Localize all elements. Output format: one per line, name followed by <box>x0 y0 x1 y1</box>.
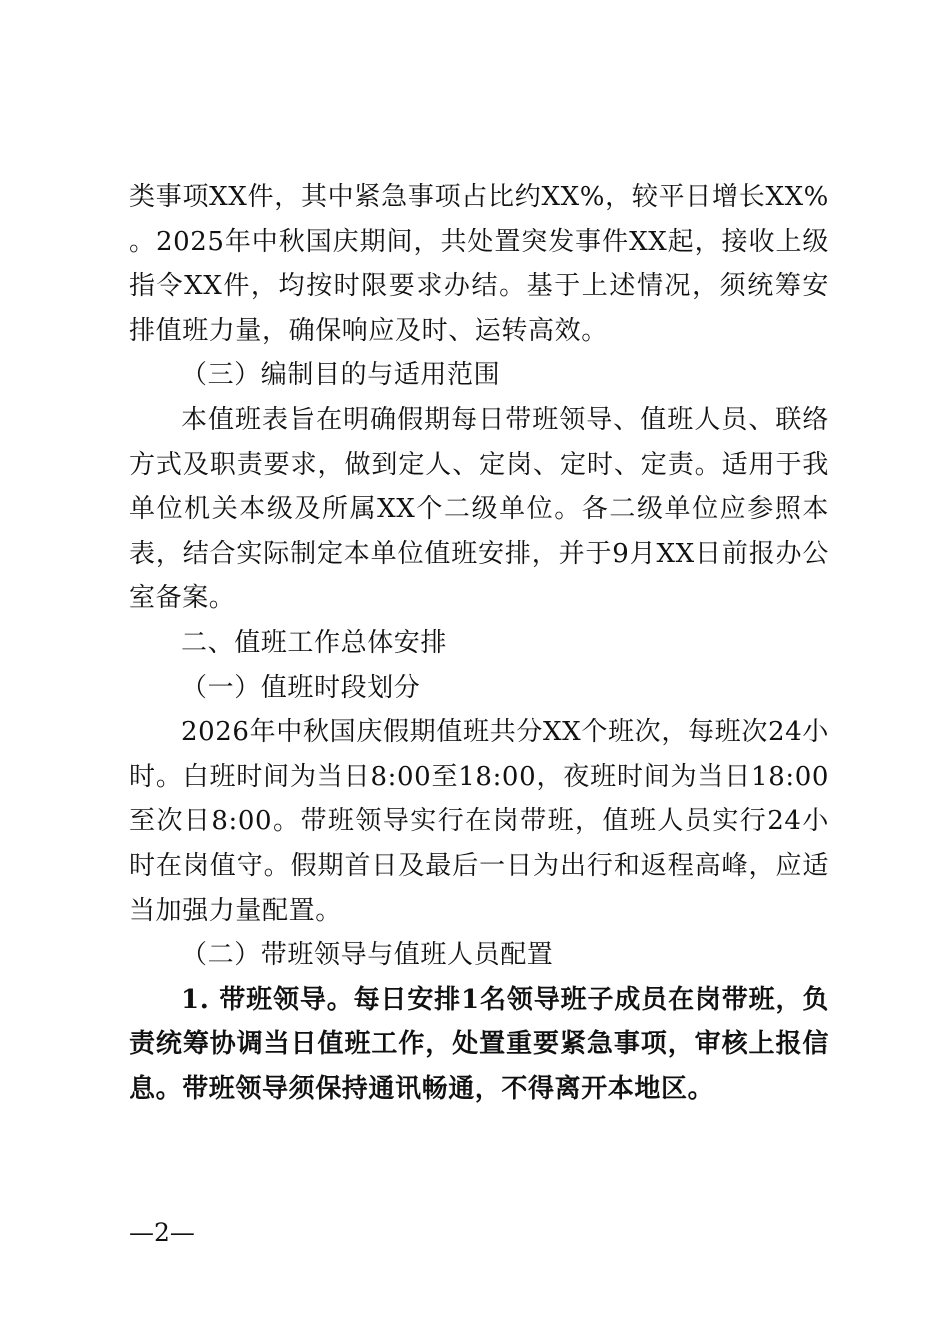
subheading-shift-division: （一）值班时段划分 <box>181 672 421 703</box>
subheading-purpose-scope: （三）编制目的与适用范围 <box>181 360 501 391</box>
section-heading-overall-arrangement: 二、值班工作总体安排 <box>181 627 448 658</box>
paragraph-duty-leader: 1. 带班领导。每日安排1名领导班子成员在岗带班，负责统筹协调当日值班工作，处置重要紧急事项，审核上报信息。带班领导须保持通讯畅通，不得离开本地区。 <box>129 984 829 1104</box>
paragraph-shift-division: 2026年中秋国庆假期值班共分XX个班次，每班次24小时。白班时间为当日8:00至18:00，夜班时间为当日18:00至次日8:00。带班领导实行在岗带班，值班人员实行24小时在岗值守。假期首日及最后一日为出行和返程高峰，应适当加强力量配置。 <box>129 717 829 926</box>
page-number: —2— <box>129 1218 195 1247</box>
paragraph-purpose-scope: 本值班表旨在明确假期每日带班领导、值班人员、联络方式及职责要求，做到定人、定岗、定时、定责。适用于我单位机关本级及所属XX个二级单位。各二级单位应参照本表，结合实际制定本单位值班安排，并于9月XX日前报办公室备案。 <box>129 404 829 614</box>
document-body <box>129 175 829 1111</box>
paragraph-statistics-continued: 类事项XX件，其中紧急事项占比约XX%，较平日增长XX%。2025年中秋国庆期间，共处置突发事件XX起，接收上级指令XX件，均按时限要求办结。基于上述情况，须统筹安排值班力量，确保响应及时、运转高效。 <box>129 182 829 346</box>
subheading-staff-configuration: （二）带班领导与值班人员配置 <box>181 940 554 971</box>
